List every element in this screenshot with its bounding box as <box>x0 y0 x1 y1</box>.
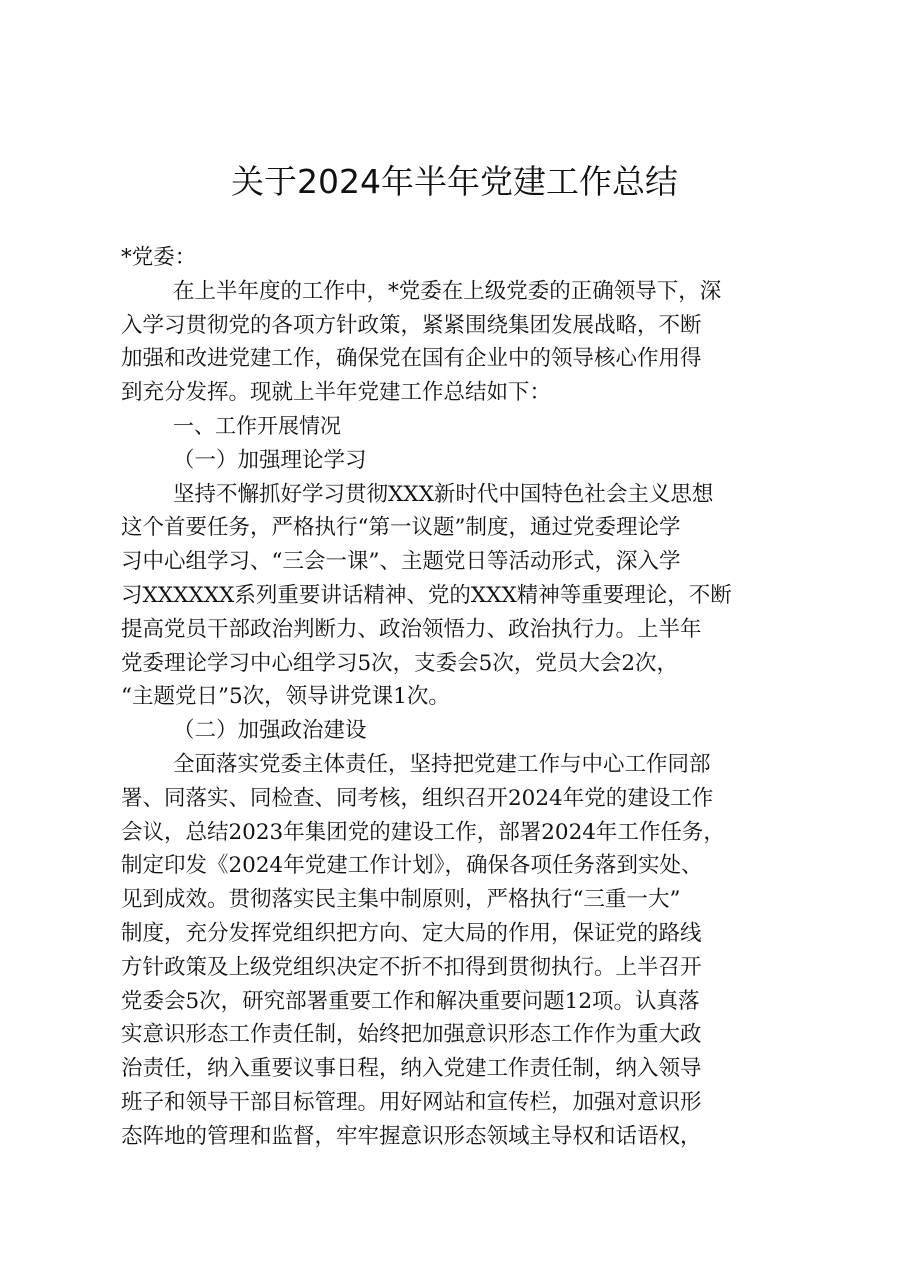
section-heading: 一、工作开展情况 <box>173 413 341 438</box>
body-line: 坚持不懈抓好学习贯彻XXX新时代中国特色社会主义思想 <box>173 481 714 507</box>
body-line: 全面落实党委主体责任，坚持把党建工作与中心工作同部 <box>173 751 711 777</box>
body-line: 态阵地的管理和监督，牢牢握意识形态领域主导权和话语权， <box>121 1123 702 1149</box>
body-line: 治责任，纳入重要议事日程，纳入党建工作责任制，纳入领导 <box>121 1056 702 1082</box>
body-line: 制定印发《2024年党建工作计划》，确保各项任务落到实处、 <box>121 853 703 879</box>
body-line: “主题党日”5次，领导讲党课1次。 <box>121 684 450 710</box>
body-line: 制度，充分发挥党组织把方向、定大局的作用，保证党的路线 <box>121 920 702 946</box>
body-line: 提高党员干部政治判断力、政治领悟力、政治执行力。上半年 <box>121 616 702 642</box>
body-line: 加强和改进党建工作，确保党在国有企业中的领导核心作用得 <box>121 346 702 372</box>
body-line: 在上半年度的工作中，*党委在上级党委的正确领导下，深 <box>173 278 722 304</box>
body-line: 会议，总结2023年集团党的建设工作，部署2024年工作任务， <box>121 819 725 845</box>
body-line: 班子和领导干部目标管理。用好网站和宣传栏，加强对意识形 <box>121 1089 702 1115</box>
document-title: 关于2024年半年党建工作总结 <box>231 162 678 201</box>
body-line: 党委会5次，研究部署重要工作和解决重要问题12项。认真落 <box>121 988 700 1014</box>
body-line: 习中心组学习、“三会一课”、主题党日等活动形式，深入学 <box>121 549 681 575</box>
body-line: 党委理论学习中心组学习5次，支委会5次，党员大会2次， <box>121 650 679 676</box>
body-line: 入学习贯彻党的各项方针政策，紧紧围绕集团发展战略，不断 <box>121 312 702 338</box>
body-line: 这个首要任务，严格执行“第一议题”制度，通过党委理论学 <box>121 515 681 541</box>
subsection-heading: （一）加强理论学习 <box>173 447 367 473</box>
body-line: 实意识形态工作责任制，始终把加强意识形态工作作为重大政 <box>121 1022 702 1048</box>
body-line: 见到成效。贯彻落实民主集中制原则，严格执行“三重一大” <box>121 887 681 913</box>
subsection-heading: （二）加强政治建设 <box>173 718 367 744</box>
body-line: 到充分发挥。现就上半年党建工作总结如下： <box>121 380 552 406</box>
body-line: 署、同落实、同检查、同考核，组织召开2024年党的建设工作 <box>121 785 714 811</box>
body-line: 方针政策及上级党组织决定不折不扣得到贯彻执行。上半召开 <box>121 954 702 980</box>
body-line: 习XXXXXX系列重要讲话精神、党的XXX精神等重要理论，不断 <box>121 582 732 608</box>
document-body <box>121 241 805 1154</box>
salutation: *党委： <box>121 245 197 270</box>
